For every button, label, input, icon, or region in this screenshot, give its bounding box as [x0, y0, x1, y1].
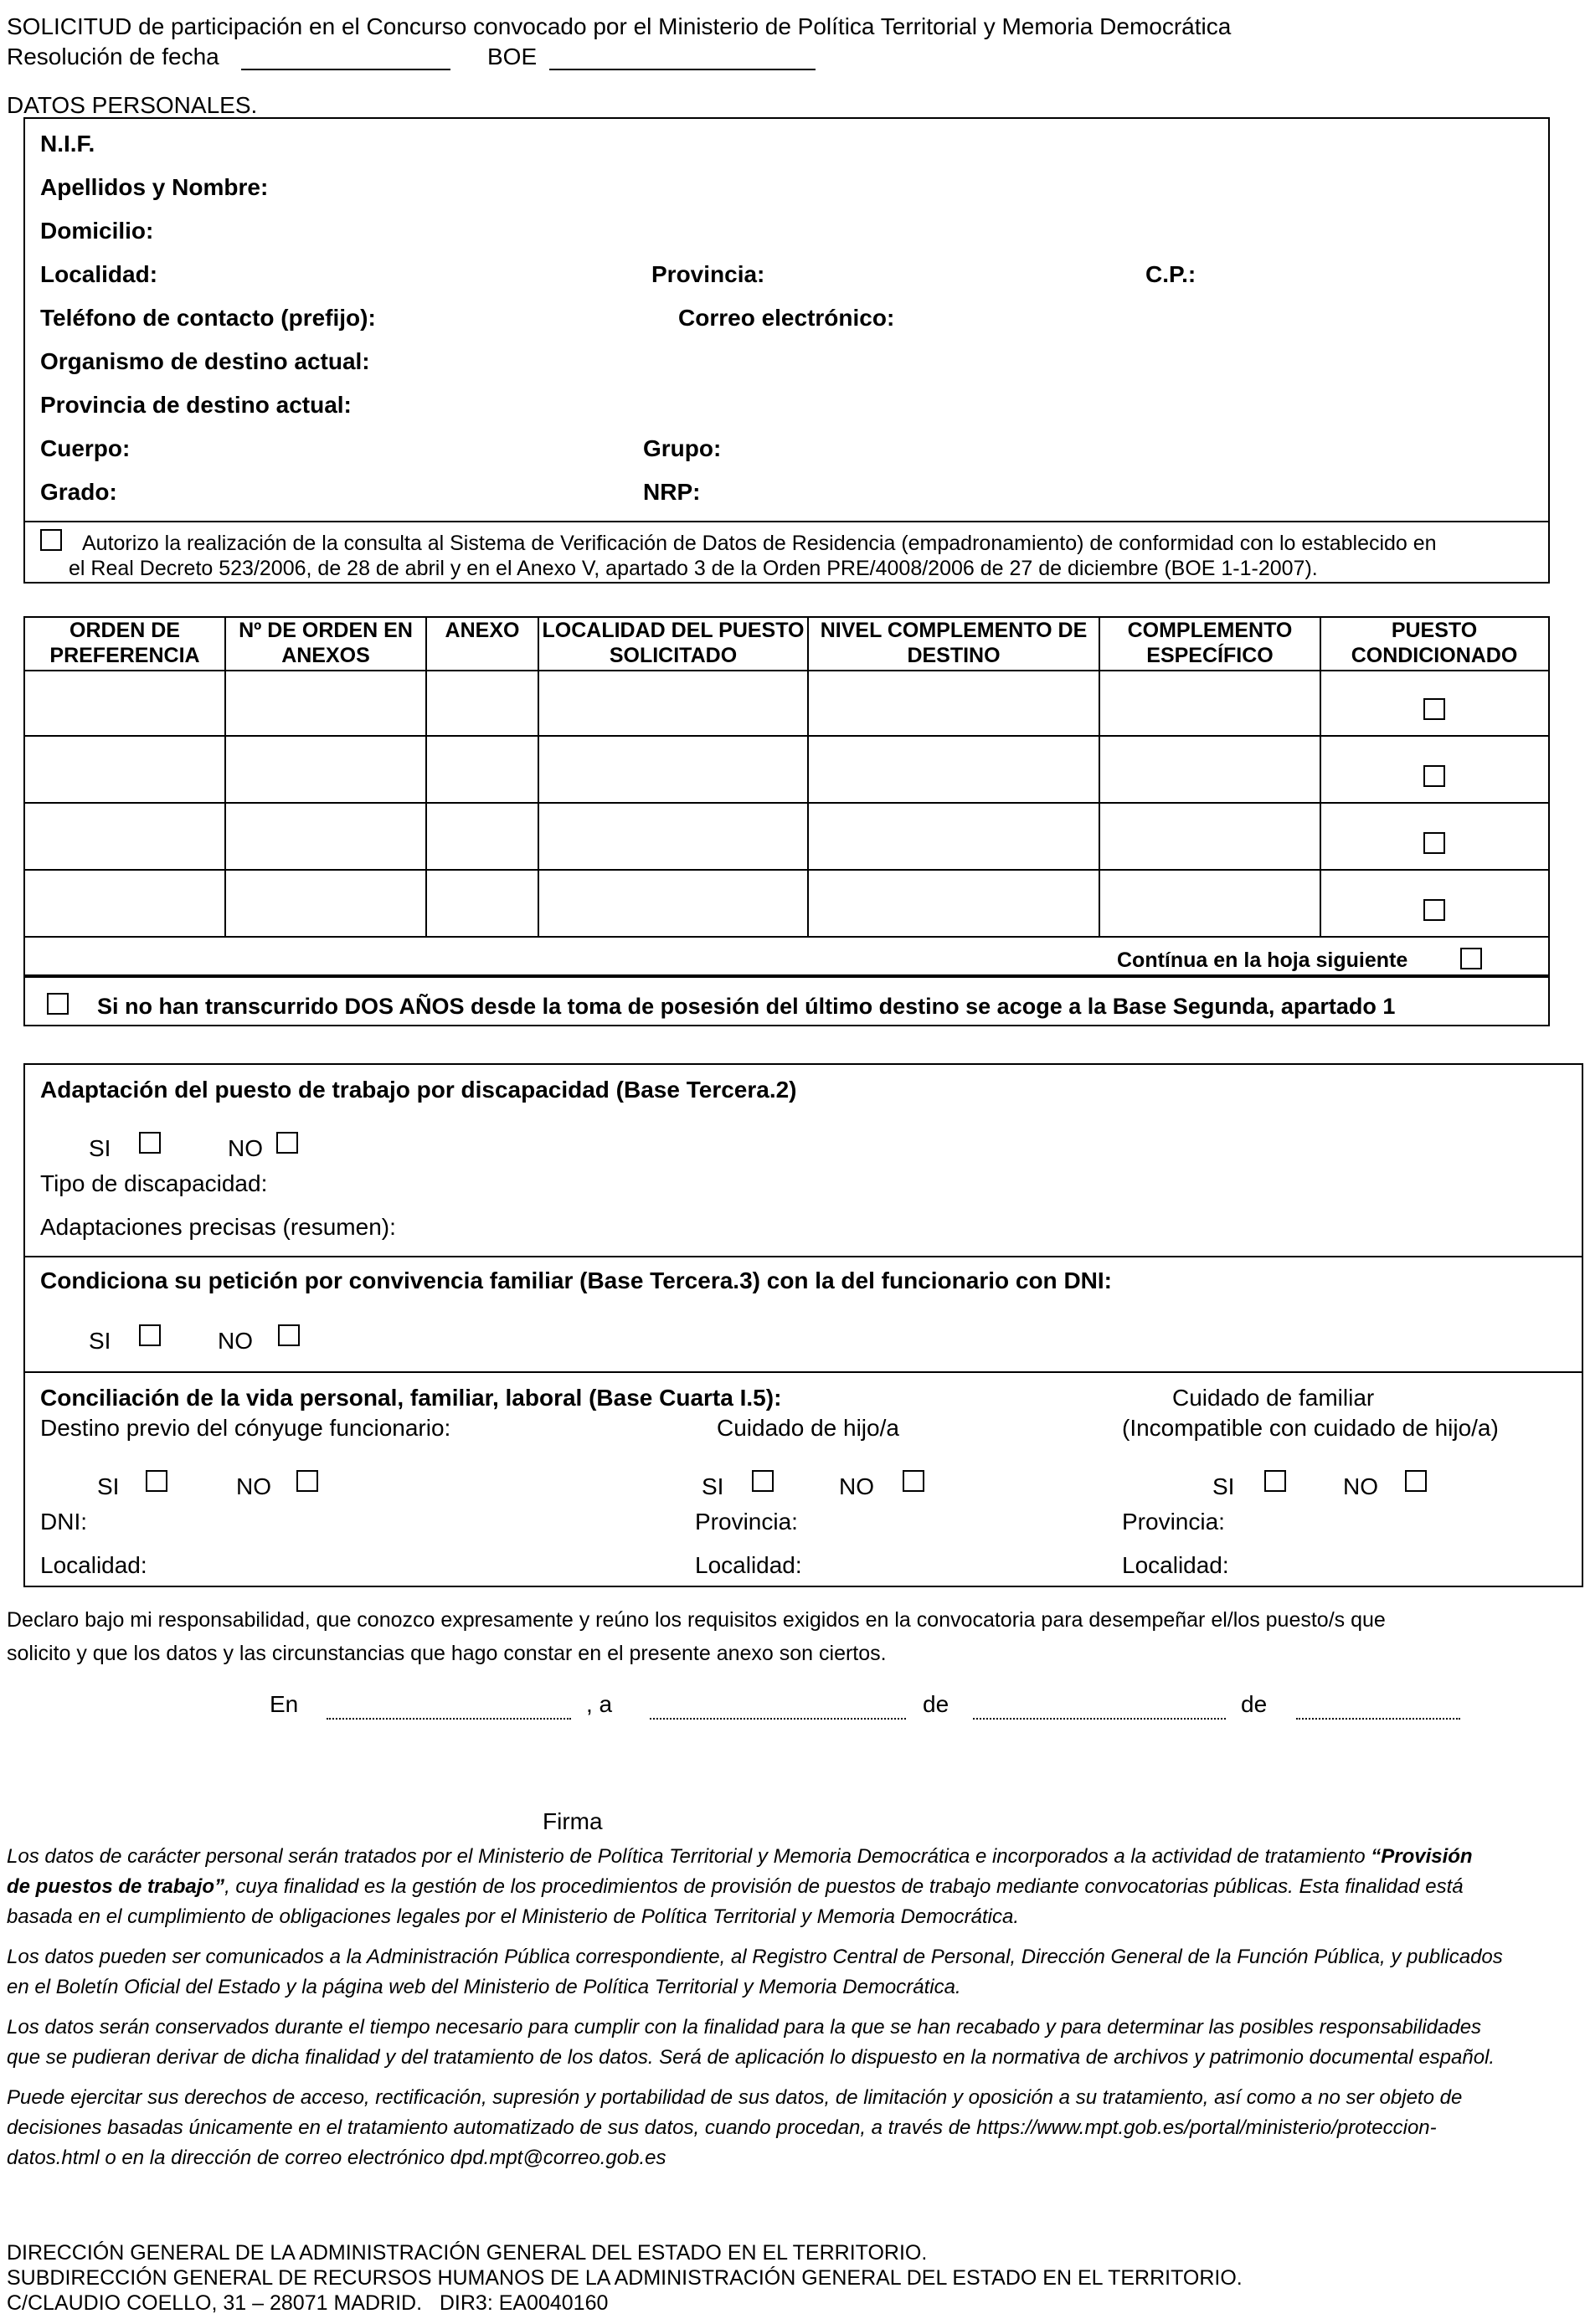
- condiciona-si-label: SI: [89, 1328, 111, 1354]
- footer-line2: SUBDIRECCIÓN GENERAL DE RECURSOS HUMANOS DE LA ADMINISTRACIÓN GENERAL DEL ESTADO EN EL TERRITORIO.: [7, 2266, 1243, 2290]
- conyuge-no-label: NO: [236, 1473, 271, 1499]
- tipo-discapacidad-label: Tipo de discapacidad:: [40, 1170, 268, 1196]
- conyuge-localidad-label: Localidad:: [40, 1552, 147, 1578]
- th-complemento-especifico: COMPLEMENTO ESPECÍFICO: [1127, 619, 1293, 667]
- adaptacion-title: Adaptación del puesto de trabajo por discapacidad (Base Tercera.2): [40, 1077, 797, 1103]
- puesto-condicionado-checkbox-3[interactable]: [1423, 832, 1445, 854]
- conyuge-si-label: SI: [97, 1473, 120, 1499]
- puesto-condicionado-checkbox-2[interactable]: [1423, 765, 1445, 787]
- familiar-si-label: SI: [1212, 1473, 1235, 1499]
- cuidado-familiar-subtitle: (Incompatible con cuidado de hijo/a): [1122, 1415, 1499, 1441]
- conciliacion-title: Conciliación de la vida personal, familiar, laboral (Base Cuarta I.5):: [40, 1385, 782, 1411]
- privacy-p1a: Los datos de carácter personal serán tratados por el Ministerio de Política Territorial y Memoria Democrática e incorporados a la actividad de tratamiento: [7, 1845, 1371, 1868]
- de-label-1: de: [923, 1691, 949, 1717]
- a-label: , a: [586, 1691, 613, 1717]
- nrp-label: NRP:: [643, 479, 701, 505]
- privacy-p4-line2: decisiones basadas únicamente en el tratamiento automatizado de sus datos, cuando procedan, a través de https://www.mpt.gob.es/portal/ministerio/proteccion-: [7, 2116, 1437, 2139]
- cuidado-familiar-title: Cuidado de familiar: [1172, 1385, 1375, 1411]
- autorizo-checkbox[interactable]: [40, 529, 62, 551]
- table-row-divider: [23, 936, 1550, 938]
- divider: [23, 1256, 1583, 1257]
- adaptaciones-label: Adaptaciones precisas (resumen):: [40, 1214, 396, 1240]
- th-numero-orden: Nº DE ORDEN EN ANEXOS: [239, 619, 413, 667]
- privacy-p4-line3: datos.html o en la dirección de correo electrónico dpd.mpt@correo.gob.es: [7, 2147, 666, 2169]
- privacy-p1b: , cuya finalidad es la gestión de los procedimientos de provisión de puestos de trabajo mediante convocatorias públicas. Esta finalidad está: [224, 1875, 1464, 1898]
- footer-line1: DIRECCIÓN GENERAL DE LA ADMINISTRACIÓN GENERAL DEL ESTADO EN EL TERRITORIO.: [7, 2241, 928, 2265]
- adaptacion-si-checkbox[interactable]: [139, 1132, 161, 1154]
- declaracion-line1: Declaro bajo mi responsabilidad, que conozco expresamente y reúno los requisitos exigidos en la convocatoria para desempeñar el/los puesto/s que: [7, 1608, 1386, 1632]
- autorizo-text-line1: Autorizo la realización de la consulta al Sistema de Verificación de Datos de Residencia (empadronamiento) de conformidad con lo establecido en: [82, 532, 1437, 555]
- cp-label: C.P.:: [1145, 261, 1196, 287]
- hijo-localidad-label: Localidad:: [695, 1552, 802, 1578]
- cuerpo-label: Cuerpo:: [40, 435, 131, 461]
- privacy-p2-line2: en el Boletín Oficial del Estado y la página web del Ministerio de Política Territorial y Memoria Democrática.: [7, 1976, 961, 1998]
- familiar-no-checkbox[interactable]: [1405, 1470, 1427, 1492]
- divider: [23, 1371, 1583, 1373]
- th-localidad: LOCALIDAD DEL PUESTO SOLICITADO: [542, 619, 805, 667]
- familiar-si-checkbox[interactable]: [1264, 1470, 1286, 1492]
- nif-label: N.I.F.: [40, 131, 95, 157]
- th-orden-preferencia: ORDEN DE PREFERENCIA: [49, 619, 200, 667]
- hijo-provincia-label: Provincia:: [695, 1509, 798, 1535]
- table-col-divider: [425, 616, 427, 936]
- privacy-p3-line1: Los datos serán conservados durante el tiempo necesario para cumplir con la finalidad para la que se han recabado y para determinar las posibles responsabilidades: [7, 2016, 1482, 2039]
- ano-line[interactable]: [1296, 1718, 1460, 1720]
- boe-label: BOE: [487, 44, 538, 69]
- section-title-datos-personales: DATOS PERSONALES.: [7, 92, 258, 118]
- apellidos-label: Apellidos y Nombre:: [40, 174, 269, 200]
- cuidado-hijo-title: Cuidado de hijo/a: [717, 1415, 899, 1441]
- conyuge-no-checkbox[interactable]: [296, 1470, 318, 1492]
- provincia-label: Provincia:: [651, 261, 765, 287]
- form-title: SOLICITUD de participación en el Concurso convocado por el Ministerio de Política Territorial y Memoria Democrática: [7, 13, 1232, 39]
- telefono-label: Teléfono de contacto (prefijo):: [40, 305, 376, 331]
- de-label-2: de: [1241, 1691, 1268, 1717]
- declaracion-line2: solicito y que los datos y las circunstancias que hago constar en el presente anexo son ciertos.: [7, 1642, 887, 1665]
- correo-label: Correo electrónico:: [678, 305, 895, 331]
- continua-label: Contínua en la hoja siguiente: [1117, 949, 1408, 972]
- familiar-provincia-label: Provincia:: [1122, 1509, 1225, 1535]
- hijo-si-checkbox[interactable]: [752, 1470, 774, 1492]
- adaptacion-no-checkbox[interactable]: [276, 1132, 298, 1154]
- condiciona-no-label: NO: [218, 1328, 253, 1354]
- privacy-p4-line1: Puede ejercitar sus derechos de acceso, rectificación, supresión y portabilidad de sus datos, de limitación y oposición a su tratamiento, así como a no ser objeto de: [7, 2086, 1463, 2109]
- privacy-p1-bold2: de puestos de trabajo”: [7, 1875, 225, 1898]
- organismo-label: Organismo de destino actual:: [40, 348, 370, 374]
- hijo-no-checkbox[interactable]: [903, 1470, 924, 1492]
- provincia-destino-label: Provincia de destino actual:: [40, 392, 352, 418]
- resolucion-date-line[interactable]: [241, 69, 450, 70]
- th-nivel-complemento: NIVEL COMPLEMENTO DE DESTINO: [820, 619, 1088, 667]
- hijo-si-label: SI: [702, 1473, 724, 1499]
- domicilio-label: Domicilio:: [40, 218, 154, 244]
- adaptacion-si-label: SI: [89, 1135, 111, 1161]
- resolucion-label: Resolución de fecha: [7, 44, 219, 69]
- hijo-no-label: NO: [839, 1473, 874, 1499]
- condiciona-si-checkbox[interactable]: [139, 1324, 161, 1346]
- mes-line[interactable]: [973, 1718, 1226, 1720]
- dia-line[interactable]: [650, 1718, 906, 1720]
- privacy-p2-line1: Los datos pueden ser comunicados a la Administración Pública correspondiente, al Registro Central de Personal, Dirección General de la Función Pública, y publicados: [7, 1946, 1503, 1968]
- dos-anos-text: Si no han transcurrido DOS AÑOS desde la toma de posesión del último destino se acoge a la Base Segunda, apartado 1: [97, 994, 1396, 1019]
- grado-label: Grado:: [40, 479, 117, 505]
- conyuge-si-checkbox[interactable]: [146, 1470, 167, 1492]
- adaptacion-no-label: NO: [228, 1135, 263, 1161]
- familiar-no-label: NO: [1343, 1473, 1378, 1499]
- conyuge-dni-label: DNI:: [40, 1509, 87, 1535]
- destino-conyuge-title: Destino previo del cónyuge funcionario:: [40, 1415, 451, 1441]
- dos-anos-checkbox[interactable]: [47, 993, 69, 1015]
- grupo-label: Grupo:: [643, 435, 722, 461]
- privacy-p1-bold1: “Provisión: [1371, 1845, 1473, 1868]
- en-label: En: [270, 1691, 299, 1717]
- boe-line[interactable]: [549, 69, 816, 70]
- firma-label: Firma: [543, 1808, 603, 1834]
- puesto-condicionado-checkbox-1[interactable]: [1423, 698, 1445, 720]
- condiciona-no-checkbox[interactable]: [278, 1324, 300, 1346]
- th-anexo: ANEXO: [445, 619, 520, 642]
- privacy-p1-line1: [7, 1842, 1473, 1872]
- familiar-localidad-label: Localidad:: [1122, 1552, 1229, 1578]
- autorizo-text-line2: el Real Decreto 523/2006, de 28 de abril y en el Anexo V, apartado 3 de la Orden PRE/4008/2006 de 27 de diciembre (BOE 1-1-2007).: [69, 557, 1318, 580]
- privacy-p3-line2: que se pudieran derivar de dicha finalidad y del tratamiento de los datos. Será de aplicación lo dispuesto en la normativa de archivos y patrimonio documental español.: [7, 2046, 1495, 2069]
- lugar-line[interactable]: [327, 1718, 571, 1720]
- privacy-p1-line2: [7, 1872, 1464, 1902]
- condiciona-title: Condiciona su petición por convivencia familiar (Base Tercera.3) con la del funcionario con DNI:: [40, 1267, 1112, 1293]
- localidad-label: Localidad:: [40, 261, 158, 287]
- th-puesto-condicionado: PUESTO CONDICIONADO: [1351, 619, 1518, 667]
- puesto-condicionado-checkbox-4[interactable]: [1423, 899, 1445, 921]
- privacy-p1-line3: basada en el cumplimiento de obligaciones legales por el Ministerio de Política Territorial y Memoria Democrática.: [7, 1905, 1020, 1928]
- continua-checkbox[interactable]: [1460, 948, 1482, 969]
- divider: [23, 521, 1550, 522]
- footer-line3: C/CLAUDIO COELLO, 31 – 28071 MADRID. DIR3: EA0040160: [7, 2291, 609, 2315]
